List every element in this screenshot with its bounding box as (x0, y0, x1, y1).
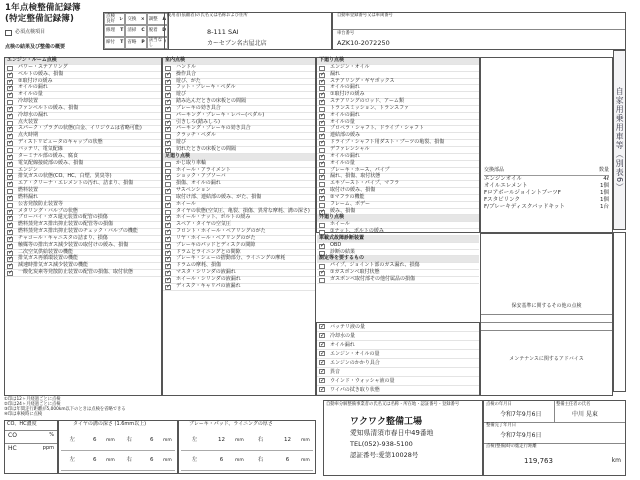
other-check-label: 異音 (330, 369, 341, 375)
chassis-label: 車台番号 (337, 31, 355, 36)
checklist-item-label: ①取付けの緩み (330, 91, 365, 98)
unit-label: mm (301, 437, 310, 443)
checklist-item-label: 減速時排気ガス減少装置の機能 (18, 262, 89, 269)
other-check-item (317, 368, 479, 377)
checkbox[interactable] (165, 285, 171, 290)
checklist-item-label: 緩み、損傷 (330, 207, 356, 214)
checkbox[interactable] (319, 80, 325, 85)
safety-notes-header: 保安基準に関するその他の点検 (511, 303, 582, 309)
checkbox[interactable] (319, 333, 325, 338)
side-label: 右 (257, 457, 264, 464)
symbol-label: 該当なし (148, 37, 163, 48)
other-check-label: 冷却水の量 (330, 333, 356, 339)
advice-header: メンテナンスに関するアドバイス (509, 356, 584, 362)
unit-label: mm (163, 437, 172, 443)
checklist-item-label: プロペラ・シャフト、ドライブ・シャフト (330, 125, 425, 132)
part-name: FロアボールジョイントブーツF (484, 189, 561, 196)
checklist-item-label: チャコール・キャニスタの詰まり、損傷 (18, 234, 108, 241)
checklist-item-label: 二次空気供給装置の機能 (18, 248, 74, 255)
other-check-label: エンジンのかかり具合 (330, 360, 380, 366)
footnotes (4, 398, 316, 418)
brake-row (181, 431, 313, 451)
unit-label: mm (235, 437, 244, 443)
checkbox[interactable] (165, 203, 171, 208)
engine-room-column (4, 57, 162, 396)
shop-name: ワクワク整備工場 (350, 417, 423, 427)
safety-notes-box (480, 233, 613, 396)
checklist-item-label: フット・ブレーキ・ペダル (176, 84, 236, 91)
checklist-item-label: 排気ガスの状態(CO、HC、白煙、異臭等) (18, 173, 112, 180)
checkbox[interactable] (165, 80, 171, 85)
record-subtitle: (特定整備記録簿) (5, 14, 75, 24)
checkbox[interactable] (7, 93, 13, 98)
checklist-item-label: 診断の結果 (330, 248, 356, 255)
other-checks-box (316, 322, 480, 396)
checklist-item-label: オイルの漏れ (330, 84, 360, 91)
checklist-item-label: ステアリング・ギヤボックス (330, 77, 395, 84)
checkbox[interactable] (319, 369, 325, 374)
checklist-item-label: パーキング・ブレーキ・レバー(ペダル) (176, 111, 265, 118)
checklist-item-label: 点火装置 (18, 118, 39, 125)
checklist-item-label: 遊び (176, 91, 187, 98)
parts-header-name: 交換部品 (484, 167, 505, 173)
measurement-value: 6 (93, 437, 97, 444)
checkbox[interactable] (319, 244, 325, 249)
symbol-label: 清掃 (127, 28, 137, 34)
checkbox[interactable] (319, 342, 325, 347)
odometer-label: 点検(整備)時の総走行距離 (486, 444, 537, 449)
section-header: 足廻り点検 (163, 154, 315, 161)
unit-label: mm (163, 457, 172, 463)
checklist-item-label: 切れたときの床板との間隔 (176, 145, 237, 152)
checklist-item-label: ブレーキ・シューの摺動部分、ライニングの摩耗 (176, 255, 286, 262)
checklist-item-label: パワー・ステアリング (18, 63, 68, 70)
brake-thickness-box (178, 420, 316, 474)
checklist-item-label: ①ナット、ボルトの緩み (330, 228, 384, 235)
tire-row (61, 431, 175, 451)
checklist-item-label: ディストリビュータのキャップの状態 (18, 139, 103, 146)
checklist-item-label: 損傷、オイルの漏れ (176, 180, 221, 187)
checklist-item-label: ブレーキ・ホース、パイプ (330, 166, 390, 173)
symbol-legend-cell (125, 25, 146, 36)
underbody-column (316, 57, 480, 282)
checkbox[interactable] (319, 196, 325, 201)
checklist-item-label: パイプ、ジョイント部のガス漏れ、損傷 (330, 262, 420, 269)
checklist-item-label: ベルトの緩み、損傷 (18, 70, 64, 77)
checklist-item-label: メタリング・バルブの状態 (18, 207, 78, 214)
inspection-date: 令和7年9月6日 (500, 411, 542, 418)
symbol-legend-cell (125, 13, 146, 25)
checkbox[interactable] (319, 324, 325, 329)
symbol-mark: A (162, 16, 166, 22)
unit-label: mm (301, 457, 310, 463)
checklist-item-label: ディスク・キャリパの液漏れ (176, 282, 241, 289)
symbol-label: 交換 (127, 16, 137, 22)
inspection-date-label: 点検の年月日 (486, 402, 512, 407)
checklist-item-label: 燃料漏れ (18, 193, 39, 200)
unit-label: mm (106, 457, 115, 463)
checklist-item-label: 漏れ、損傷、取付状態 (330, 173, 381, 180)
tire-depth-title: タイヤの溝の深さ (1.6mm以上) (73, 421, 147, 427)
checkbox[interactable] (319, 360, 325, 365)
results-header: 点検の結果及び整備の概要 (5, 44, 66, 50)
side-label: 右 (126, 457, 132, 464)
customer-label: 使用者(依頼者)の氏名又は名称および住所 (167, 13, 248, 18)
other-check-item (317, 386, 479, 395)
co-hc-box (4, 420, 58, 474)
checkbox[interactable] (7, 196, 13, 201)
symbol-legend-cell (104, 25, 125, 36)
checklist-item-label: スパーク・プラグの状態(白金、イリジウムは省略可能) (18, 125, 142, 132)
completion-date: 令和7年9月6日 (500, 432, 542, 439)
mandatory-legend-box (5, 30, 12, 36)
symbol-mark: C (141, 28, 145, 34)
completion-date-label: 整備完了年月日 (486, 423, 517, 428)
side-label: 右 (257, 437, 264, 444)
checkbox[interactable] (165, 107, 171, 112)
checkbox[interactable] (165, 175, 171, 180)
checkbox[interactable] (7, 182, 13, 187)
checkbox[interactable] (7, 141, 13, 146)
section-header: 下廻り点検 (317, 58, 479, 65)
odometer-value: 119,763 (524, 457, 553, 465)
checklist-item-label: 遊び、がた (176, 77, 201, 84)
chassis-number: AZK10-2072250 (337, 39, 390, 47)
checkbox[interactable] (165, 127, 171, 132)
checklist-item-label: 取付け部、連結部の緩み、がた、損傷 (176, 193, 262, 200)
tire-row (61, 451, 175, 471)
mandatory-legend-label: 必須点検項目 (15, 29, 46, 35)
symbol-mark: × (140, 16, 145, 22)
hc-unit: ppm (42, 445, 54, 451)
parts-row (484, 176, 609, 183)
checklist-item-label: ファンベルトの緩み、損傷 (18, 104, 79, 111)
checkbox[interactable] (319, 175, 325, 180)
checklist-item-label: パーキング・ブレーキの効き具合 (176, 125, 251, 132)
checklist-item-label: ホイール (330, 221, 350, 228)
checklist-item-label: タイヤの状態(空気圧、亀裂、損傷、異常な摩耗、溝の深さ) (176, 207, 310, 214)
checklist-item-label: デファレンシャル (330, 145, 370, 152)
symbol-legend-cell (125, 37, 146, 49)
checkbox[interactable] (319, 387, 325, 392)
brake-thickness-title: ブレーキ・パッド、ライニングの厚さ (189, 421, 273, 427)
symbol-label: 脱着 (148, 28, 158, 34)
checkbox[interactable] (319, 121, 325, 126)
symbol-mark: T (120, 28, 124, 34)
other-check-label: ウインド・ウォッシャ液の量 (330, 378, 395, 384)
symbol-label: 締付 (106, 40, 115, 46)
section-header: 測定等を要するもの (317, 256, 479, 263)
part-name: オイルエレメント (484, 182, 528, 189)
checklist-item-label: ドラムとライニングとの間隙 (176, 248, 241, 255)
symbol-label: 省略 (127, 40, 137, 46)
checklist-item-label: エンジン・オイル (330, 63, 370, 70)
checklist-item-label: バッテリ、電気配線 (18, 145, 63, 152)
checklist-item-label: 操作具合 (176, 70, 197, 77)
other-check-label: オイル漏れ (330, 342, 355, 348)
parts-row (484, 190, 609, 197)
parts-list (484, 168, 609, 211)
checkbox[interactable] (165, 73, 171, 78)
side-label: 左 (191, 457, 198, 464)
checkbox[interactable] (319, 223, 325, 228)
checklist-item-label: 排気ガス再循環装置の機能 (18, 255, 79, 262)
vehicle-box (332, 12, 626, 50)
tire-depth-box (58, 420, 178, 474)
checklist-item-label: クラッチ・ペダル (176, 132, 216, 139)
measurement-value: 6 (219, 457, 224, 464)
parts-header-qty: 数量 (598, 167, 609, 173)
checkbox[interactable] (319, 73, 325, 78)
symbol-label: 点検良好 (106, 14, 115, 25)
checkbox[interactable] (319, 114, 325, 119)
side-label: 左 (69, 437, 75, 444)
checkbox[interactable] (165, 162, 171, 167)
checklist-item-label: ハンドル (176, 63, 197, 70)
checklist-item-label: スペア・タイヤの空気圧 (176, 221, 231, 228)
checklist-item (163, 284, 315, 291)
checklist-item-label: ブローバイ・ガス還元装置の配管の損傷 (18, 214, 108, 221)
checklist-item-label: トランスミッション、トランスファ (330, 104, 410, 111)
checklist-item-label: 踏み込んだときの床板との間隔 (176, 98, 247, 105)
checkbox[interactable] (7, 271, 13, 276)
side-label: 右 (126, 437, 132, 444)
measurement-value: 12 (284, 437, 291, 444)
part-name: エンジンオイル (484, 175, 522, 182)
symbol-label: 調整 (148, 16, 158, 22)
customer-name: 8-111 SAI (207, 28, 239, 36)
checklist-item-label: オイルの漏れ (18, 84, 48, 91)
checklist-item-label: ステアリングのロッド、アーム類 (330, 98, 404, 105)
checklist-item-label: 一酸化炭素等発散防止装置の配管の損傷、取付状態 (18, 269, 134, 276)
part-qty: 1個 (600, 182, 609, 189)
measurement-value: 6 (93, 457, 97, 464)
part-qty: 1台 (600, 203, 609, 210)
interior-column (162, 57, 316, 396)
checklist-item-label: ガスボンベ取付部その他付属品の損傷 (330, 276, 416, 282)
symbol-legend-cell (104, 37, 125, 49)
checklist-item (5, 270, 161, 277)
side-notes (613, 232, 626, 392)
symbol-label: 修理 (106, 28, 115, 34)
checkbox[interactable] (165, 189, 171, 194)
section-header: 車載式故障診断装置 (317, 236, 479, 243)
part-qty: 1個 (600, 196, 609, 203)
symbol-mark: T (120, 40, 124, 46)
checklist-item-label: 遊び (176, 139, 187, 146)
checkbox[interactable] (319, 203, 325, 208)
checklist-item-label: ホイール (176, 200, 196, 207)
checklist-item-label: フレーム、ボデー (330, 200, 370, 207)
checklist-item-label: 取付けの緩み、損傷 (330, 187, 376, 194)
symbol-mark: レ (118, 16, 124, 22)
parts-row (484, 183, 609, 190)
customer-address: カーセブン名古屋北店 (207, 40, 267, 47)
other-check-item (317, 359, 479, 368)
checklist-item-label: 燃料装置 (18, 187, 39, 194)
other-check-item (317, 332, 479, 341)
parts-box (480, 57, 613, 233)
shop-certification: 認証番号:愛第10028号 (350, 451, 419, 459)
dates-box (483, 400, 626, 476)
checkbox[interactable] (319, 378, 325, 383)
checklist-item-label: 燃料蒸発ガス排出抑止装置の配管等の損傷 (18, 221, 114, 228)
part-name: Fスタビリンク (484, 196, 521, 203)
checklist-item-label: ホイール・アライメント (176, 166, 231, 173)
checklist-item-label: ブレーキのパッドとディスクの間隙 (176, 241, 256, 248)
checklist-item-label: ホイール・ナット、ボルトの緩み (176, 214, 251, 221)
co-unit: % (49, 432, 54, 438)
checklist-item-label: 漏れ (330, 70, 341, 77)
unit-label: mm (235, 457, 244, 463)
checklist-item-label: ホイール・シリンダの液漏れ (176, 276, 241, 282)
checklist-item-label: OBD (330, 241, 342, 248)
checkbox[interactable] (7, 162, 13, 167)
checklist-item-label: ドライブ・シャフト用ダスト・ブーツの亀裂、損傷 (330, 139, 445, 146)
checklist-item-label: 電気配線接続部の緩み、損傷 (18, 159, 84, 166)
part-qty: 1個 (600, 189, 609, 196)
checkbox[interactable] (319, 351, 325, 356)
maintenance-chief-label: 整備主任者の氏名 (556, 402, 591, 407)
checklist-item-label: オイルの量 (18, 91, 43, 98)
symbol-legend-cell (104, 13, 125, 25)
other-check-item (317, 350, 479, 359)
checkbox[interactable] (319, 100, 325, 105)
checklist-item-label: オイルの漏れ (330, 111, 360, 118)
section-header: 外廻り点検 (317, 215, 479, 222)
registration-label: 自動車登録番号又は車両番号 (337, 13, 393, 18)
checklist-item-label: ドラムの摩耗、損傷 (176, 262, 221, 269)
checklist-item-label: フロント・ホイール・ベアリングのがた (176, 228, 266, 235)
odometer-unit: km (611, 457, 621, 464)
checkbox[interactable] (319, 271, 325, 276)
footnote: ①印は12ヶ月経過ごとに点検 (4, 397, 61, 402)
vehicle-type-strip (613, 50, 626, 230)
record-title: 1年点検整備記録簿 (5, 3, 81, 13)
checkbox[interactable] (7, 73, 13, 78)
parts-row (484, 197, 609, 204)
checklist-item-label: ブレーキの効き具合 (176, 104, 221, 111)
symbol-mark: D (162, 28, 166, 34)
customer-box (164, 12, 332, 50)
checklist-item-label: エア・クリーナ・エレメントの汚れ、詰まり、損傷 (18, 180, 134, 187)
measurement-value: 12 (218, 437, 225, 444)
checklist-item-label: ②取付けの緩み (18, 77, 53, 84)
checklist-item-label: 連結部の緩み (330, 132, 361, 139)
checkbox[interactable] (7, 203, 13, 208)
footnote: ②印は24ヶ月経過ごとに点検 (4, 401, 61, 407)
checklist-item-label: エキゾースト・パイプ、マフラ (330, 180, 400, 187)
checkbox[interactable] (319, 141, 325, 146)
part-qty: 4ℓ (603, 175, 609, 182)
maintenance-chief-name: 中川 晃東 (572, 411, 598, 418)
other-check-item (317, 323, 479, 332)
other-check-item (317, 377, 479, 386)
brake-row (181, 451, 313, 471)
other-check-item (317, 341, 479, 350)
shop-label: 自動車分解整備事業者の氏名又は名称・所在地・認証番号・登録番号 (326, 402, 460, 407)
co-hc-title: CO、HC濃度 (7, 421, 37, 427)
symbol-mark: / (164, 40, 166, 46)
symbol-legend (103, 12, 169, 50)
checklist-item-label: 公害発散防止装置等 (18, 200, 64, 207)
vehicle-type-text: 自家用乗用車等（別表6） (615, 87, 625, 193)
checklist-item (317, 65, 479, 72)
checklist-item-label: ①ガスボンベ取付状態 (330, 269, 380, 276)
checklist-item-label: マスタ・シリンダの液漏れ (176, 269, 236, 276)
checkbox[interactable] (165, 114, 171, 119)
checklist-item-label: ターミナル部の緩み、腐食 (18, 152, 79, 159)
parts-row (484, 204, 609, 211)
checklist-item-label: かじ取り車輪 (176, 159, 207, 166)
checklist-item-label: 冷却装置 (18, 98, 39, 105)
checklist-item-label: ②マフラの機能 (330, 193, 365, 200)
checkbox[interactable] (319, 278, 325, 283)
checklist-item-label: ショック・アブソーバ (176, 173, 226, 180)
shop-tel: TEL(052)-938-5100 (350, 440, 413, 448)
checklist-item-label: オイルの量 (330, 118, 355, 125)
checklist-item-label: 燃料蒸発ガス排出抑止装置のチェック・バルブの機能 (18, 228, 138, 235)
measurement-value: 6 (285, 457, 290, 464)
section-header: 室内点検 (163, 58, 315, 65)
symbol-mark: P (141, 40, 145, 46)
footnote: ④印は車検時に点検 (4, 411, 43, 417)
hc-label: HC (8, 445, 17, 452)
measurement-value: 6 (150, 437, 154, 444)
checklist-item-label: エンジン (18, 166, 38, 173)
checkbox[interactable] (319, 162, 325, 167)
checklist-item-label: 冷却水の漏れ (18, 111, 49, 118)
other-check-label: ワイパの拭き取り状態 (330, 387, 380, 393)
checklist-item-label: 触媒等の排出ガス減少装置の取付けの緩み、損傷 (18, 241, 129, 248)
measurement-value: 6 (150, 457, 154, 464)
checklist-item-label: 引きしろ(踏みしろ) (176, 118, 220, 125)
co-label: CO (8, 432, 17, 439)
checklist-item (317, 277, 479, 284)
checkbox[interactable] (7, 114, 13, 119)
checklist-item-label: オイルの漏れ (330, 152, 360, 159)
footnote: ③印は年間走行距離が5,000km以下のときは点検を省略できる (4, 406, 126, 412)
section-header: エンジン・ルーム点検 (5, 58, 161, 65)
other-check-label: エンジン・オイルの量 (330, 351, 380, 357)
part-name: F/ブレーキディスクパッドキット (484, 203, 565, 210)
shop-address: 愛知県清須市春日中49番地 (350, 429, 434, 437)
other-check-label: バッテリ液の量 (330, 324, 366, 330)
checklist-item-label: サスペンション (176, 187, 211, 194)
side-label: 左 (69, 457, 75, 464)
checklist-item-label: オイルの量 (330, 159, 355, 166)
unit-label: mm (106, 437, 115, 443)
side-label: 左 (191, 437, 198, 444)
shop-box (323, 400, 483, 476)
checklist-item-label: 点火時期 (18, 132, 39, 139)
checklist-item-label: リヤ・ホイール・ベアリングのがた (176, 234, 256, 241)
